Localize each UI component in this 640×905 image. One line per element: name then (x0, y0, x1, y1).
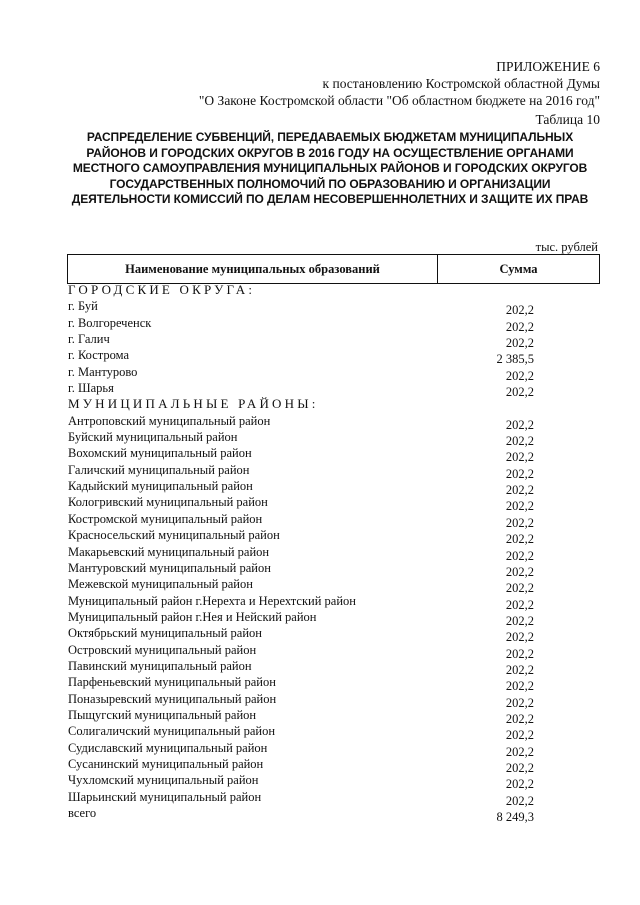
table-row (68, 364, 600, 383)
row-sum: 8 249,3 (496, 810, 534, 824)
row-sum: 202,2 (505, 385, 534, 400)
row-name: Октябрьский муниципальный район (68, 626, 262, 641)
row-name: Кологривский муниципальный район (68, 495, 268, 510)
row-sum: 202,2 (505, 630, 534, 645)
row-sum: 202,2 (505, 760, 534, 775)
title-line: ГОСУДАРСТВЕННЫХ ПОЛНОМОЧИЙ ПО ОБРАЗОВАНИЮ И ОРГАНИЗАЦИИ (109, 176, 551, 191)
row-sum: 202,2 (505, 466, 534, 481)
row-name: Солигаличский муниципальный район (68, 724, 276, 739)
title-line: МЕСТНОГО САМОУПРАВЛЕНИЯ МУНИЦИПАЛЬНЫХ РАЙОНОВ И ГОРОДСКИХ ОКРУГОВ (72, 161, 588, 175)
title-line: ДЕЯТЕЛЬНОСТИ КОМИССИЙ ПО ДЕЛАМ НЕСОВЕРШЕННОЛЕТНИХ И ЗАЩИТЕ ИХ ПРАВ (71, 192, 589, 206)
appendix-label: ПРИЛОЖЕНИЕ 6 (496, 59, 600, 74)
row-name: г. Буй (68, 299, 98, 314)
row-sum: 202,2 (505, 548, 534, 563)
row-name: г. Волгореченск (68, 315, 152, 330)
row-sum: 202,2 (505, 646, 534, 661)
row-name: Антроповский муниципальный район (68, 413, 271, 428)
row-name: Судиславский муниципальный район (68, 740, 268, 755)
table-row (68, 560, 600, 579)
table-row (68, 707, 600, 726)
table-header (67, 254, 600, 284)
row-name: Чухломский муниципальный район (68, 773, 259, 788)
row-sum: 202,2 (505, 499, 534, 514)
row-name: ГОРОДСКИЕ ОКРУГА: (68, 282, 256, 297)
table-row (68, 691, 600, 710)
total-row (68, 805, 600, 824)
row-name: Павинский муниципальный район (68, 658, 252, 673)
table-row (68, 331, 600, 351)
table-row (68, 609, 600, 628)
row-sum: 202,2 (505, 434, 534, 449)
row-name: Парфеньевский муниципальный район (68, 675, 276, 690)
row-sum: 202,2 (505, 336, 534, 351)
table-row (68, 625, 600, 645)
table-row (68, 642, 600, 661)
row-sum: 202,2 (505, 303, 534, 318)
table-row (68, 772, 600, 792)
unit-label: тыс. рублей (535, 240, 598, 254)
row-name: Шарьинский муниципальный район (68, 789, 262, 804)
row-sum: 2 385,5 (496, 352, 534, 367)
row-name: Сусанинский муниципальный район (68, 756, 264, 771)
row-name: Костромской муниципальный район (68, 511, 263, 526)
table-row (68, 576, 600, 596)
row-name: МУНИЦИПАЛЬНЫЕ РАЙОНЫ: (68, 396, 319, 412)
table-row (68, 445, 600, 465)
row-sum: 202,2 (505, 695, 534, 710)
row-sum: 202,2 (505, 581, 534, 596)
row-name: г. Шарья (68, 381, 114, 396)
table-row (68, 756, 600, 775)
row-sum: 202,2 (505, 793, 534, 808)
table-body (68, 282, 600, 824)
section-heading (68, 396, 600, 412)
table-row (68, 511, 600, 530)
row-sum: 202,2 (505, 679, 534, 694)
row-sum: 202,2 (505, 450, 534, 465)
row-sum: 202,2 (505, 777, 534, 792)
row-sum: 202,2 (505, 532, 534, 547)
table-row (68, 544, 600, 563)
table-row (68, 347, 600, 367)
table-row (68, 658, 600, 677)
table-row (68, 674, 600, 694)
row-name: Муниципальный район г.Нея и Нейский район (68, 609, 317, 624)
row-sum: 202,2 (505, 597, 534, 612)
row-name: Вохомский муниципальный район (68, 446, 252, 461)
row-name: Кадыйский муниципальный район (68, 479, 253, 494)
row-name: Красносельский муниципальный район (68, 528, 280, 543)
row-name: Макарьевский муниципальный район (68, 544, 270, 559)
document-title (60, 130, 600, 208)
table-number: Таблица 10 (535, 112, 600, 127)
row-name: всего (68, 806, 97, 820)
row-sum: 202,2 (505, 515, 534, 530)
table-row (68, 413, 600, 432)
row-sum: 202,2 (505, 368, 534, 383)
row-name: Поназыревский муниципальный район (68, 691, 277, 706)
row-name: Буйский муниципальный район (68, 430, 238, 445)
table-row (68, 478, 600, 498)
row-sum: 202,2 (505, 564, 534, 579)
row-name: г. Галич (68, 332, 110, 347)
title-line: РАЙОНОВ И ГОРОДСКИХ ОКРУГОВ В 2016 ГОДУ НА ОСУЩЕСТВЛЕНИЕ ОРГАНАМИ (86, 145, 574, 160)
table-row (68, 462, 600, 481)
table-row (68, 380, 600, 400)
title-line: РАСПРЕДЕЛЕНИЕ СУБВЕНЦИЙ, ПЕРЕДАВАЕМЫХ БЮДЖЕТАМ МУНИЦИПАЛЬНЫХ (86, 130, 574, 144)
row-sum: 202,2 (505, 728, 534, 743)
row-name: г. Мантурово (68, 364, 138, 379)
row-sum: 202,2 (505, 711, 534, 726)
table-row (68, 789, 600, 808)
column-header-sum: Сумма (499, 261, 538, 276)
table-row (68, 298, 600, 318)
row-name: Муниципальный район г.Нерехта и Нерехтский район (68, 593, 356, 608)
table-row (68, 740, 600, 759)
row-sum: 202,2 (505, 483, 534, 498)
row-name: г. Кострома (68, 348, 130, 363)
row-name: Островский муниципальный район (68, 642, 257, 657)
row-name: Межевской муниципальный район (68, 577, 253, 592)
row-sum: 202,2 (505, 613, 534, 628)
decree-reference: к постановлению Костромской областной Думы (322, 76, 600, 91)
table-row (68, 315, 600, 334)
table-row (68, 723, 600, 743)
row-sum: 202,2 (505, 319, 534, 334)
row-sum: 202,2 (505, 744, 534, 759)
section-heading (68, 282, 600, 298)
row-name: Пыщугский муниципальный район (68, 707, 257, 722)
table-row (68, 527, 600, 547)
row-name: Мантуровский муниципальный район (68, 560, 271, 575)
row-name: Галичский муниципальный район (68, 462, 250, 477)
law-reference: "О Законе Костромской области "Об областном бюджете на 2016 год" (198, 93, 600, 108)
column-header-name: Наименование муниципальных образований (68, 255, 438, 283)
table-row (68, 494, 600, 514)
row-sum: 202,2 (505, 662, 534, 677)
row-sum: 202,2 (505, 417, 534, 432)
table-row (68, 593, 600, 612)
table-row (68, 429, 600, 449)
